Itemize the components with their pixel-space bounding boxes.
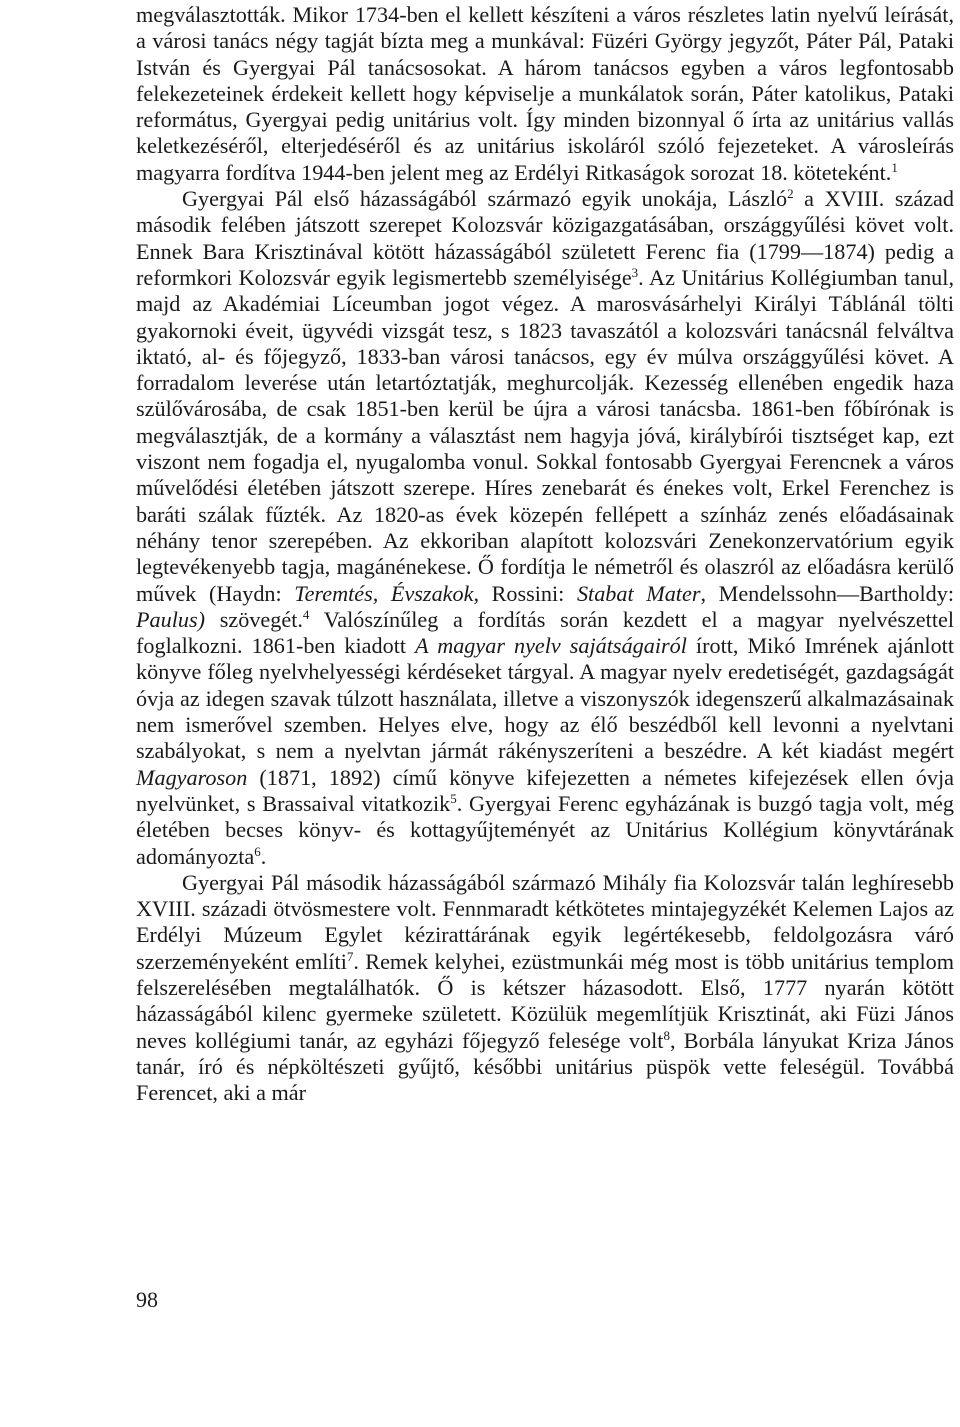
paragraph (136, 186, 954, 870)
footnote-ref: 5 (450, 790, 457, 806)
footnote-ref: 2 (787, 186, 794, 202)
text-run: Gyergyai Pál második házasságából származó Mihály fia Kolozsvár talán leghíresebb XVIII. századi ötvösmestere volt. Fennmaradt kétkötetes mintajegyzékét Kelemen Lajos az Erdélyi Múzeum Egylet kézirattárának egyik legértékesebb, feldolgozásra váró szerzeményeként említi (136, 869, 954, 974)
text-run: megválasztották. Mikor 1734-ben el kellett készíteni a város részletes latin nyelvű leírását, a városi tanács négy tagját bízta meg a munkával: Füzéri György jegyzőt, Páter Pál, Pataki István és Gyergyai Pál tanácsosokat. A három tanácsos egyben a város legfontosabb felekezeteinek érdekeit kellett hogy képviselje a munkálatok során, Páter katolikus, Pataki református, Gyergyai pedig unitárius volt. Így minden bizonnyal ő írta az unitárius vallás keletkezéséről, elterjedéséről és az unitárius iskoláról szóló fejezeteket. A városleírás magyarra fordítva 1944-ben jelent meg az Erdélyi Ritkaságok sorozat 18. köteteként. (136, 2, 954, 185)
footnote-ref: 8 (663, 1027, 670, 1043)
text-run: . (260, 843, 267, 869)
text-run: , Rossini: (473, 580, 577, 606)
footnote-ref: 7 (346, 948, 354, 964)
text-run: szövegét. (205, 606, 303, 632)
footnote-ref: 1 (891, 159, 898, 175)
text-run: (1871, 1892) című könyve kifejezetten a németes kifejezések ellen óvja nyelvünket, s Brassaival vitatkozik (136, 764, 954, 816)
footnote-ref: 4 (302, 606, 310, 622)
footnote-ref: 3 (631, 264, 639, 280)
page-number: 98 (136, 1287, 158, 1312)
text-run: . Az Unitárius Kollégiumban tanul, majd az Akadémiai Líceumban jogot végez. A marosvásárhelyi Királyi Táblánál tölti gyakornoki éveit, ügyvédi vizsgát tesz, s 1823 tavaszától a kolozsvári tanácsnál felváltva iktató, al- és főjegyző, 1833-ban városi tanácsos, egy év múlva országgyűlési követ. A forradalom leverése után letartóztatják, meghurcolják. Kezesség ellenében engedik haza szülővárosába, de csak 1851-ben kerül be újra a városi tanácsba. 1861-ben főbírónak is megválasztják, de a kormány a választást nem hagyja jóvá, királybírói tisztséget kap, ezt viszont nem fogadja el, nyugalomba vonul. Sokkal fontosabb Gyergyai Ferencnek a város művelődési életében játszott szerepe. Híres zenebarát és énekes volt, Erkel Ferenchez is baráti szálak fűzték. Az 1820-as évek közepén fellépett a színház zenés előadásainak néhány tenor szerepében. Az ekkoriban alapított kolozsvári Zenekonzervatórium egyik legtevékenyebb tagja, magánénekese. Ő fordítja le németről és olaszról az előadásra kerülő művek (Haydn: (136, 264, 954, 606)
italic-title: Magyaroson (136, 764, 248, 790)
italic-title: Stabat Mater (576, 580, 701, 606)
text-run: a XVIII. század második felében játszott szerepet Kolozsvár közigazgatásában, országgyűlési követ volt. Ennek Bara Krisztinával kötött házasságából született Ferenc fia (1799—1874) pedig a reformkori Kolozsvár egyik legismertebb személyisége (136, 186, 954, 290)
text-run: Valószínűleg a fordítás során kezdett el a magyar nyelvészettel foglalkozni. 1861-ben kiadott (136, 606, 955, 659)
footnote-ref: 6 (254, 843, 261, 859)
text-run: , Mendelssohn—Bartholdy: (700, 580, 955, 606)
text-run: Gyergyai Pál első házasságából származó egyik unokája, László (182, 186, 788, 212)
body-text (136, 2, 954, 1106)
text-run: , Borbála lányukat Kriza János tanár, író és népköltészeti gyűjtő, későbbi unitárius püspök vette feleségül. Továbbá Ferencet, aki a már (136, 1027, 954, 1106)
italic-title: Paulus) (136, 606, 206, 632)
italic-title: A magyar nyelv sajátságairól (415, 633, 687, 659)
paragraph (136, 870, 954, 1107)
text-run: . Gyergyai Ferenc egyházának is buzgó tagja volt, még életében becses könyv- és kottagyűjteményét az Unitárius Kollégium könyvtárának adományozta (136, 790, 954, 869)
text-run: írott, Mikó Imrének ajánlott könyve főleg nyelvhelyességi kérdéseket tárgyal. A magyar nyelv eredetiségét, gazdagságát óvja az idegen szavak túlzott használata, illetve a viszonyszók idegenszerű alkalmazásainak nem ismerővel szemben. Helyes elve, hogy az élő beszédből kell levonni a nyelvtani szabályokat, s nem a nyelvtan jármát rákényszeríteni a beszédre. A két kiadást megért (136, 633, 955, 764)
text-run: . Remek kelyhei, ezüstmunkái még most is több unitárius templom felszerelésében megtalálhatók. Ő is kétszer házasodott. Első, 1777 nyarán kötött házasságából kilenc gyermeke született. Közülük megemlítjük Krisztinát, aki Füzi János neves kollégiumi tanár, az egyházi főjegyző felesége volt (136, 948, 954, 1053)
italic-title: Teremtés, Évszakok (294, 580, 474, 606)
paragraph (136, 2, 954, 186)
